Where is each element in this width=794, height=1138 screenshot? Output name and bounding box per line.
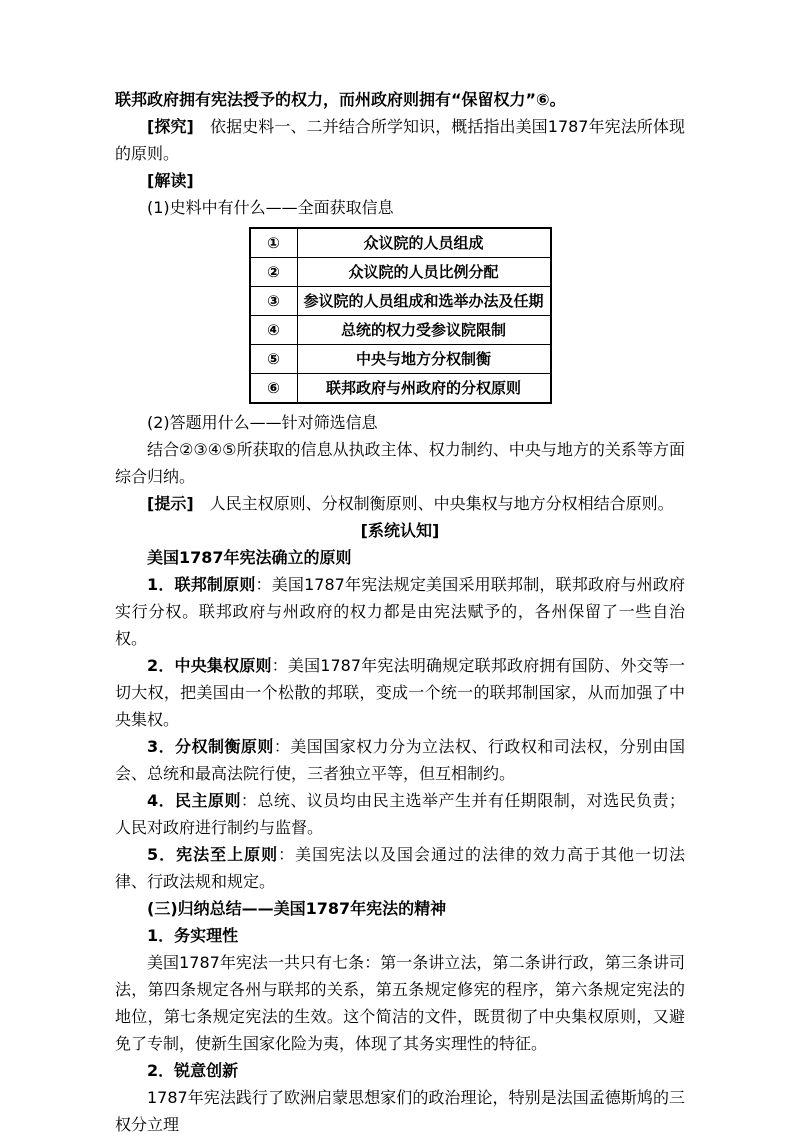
spirit1-heading: 1．务实理性 (147, 926, 239, 945)
row-text: 众议院的人员组成 (297, 228, 551, 258)
principle-label: 1．联邦制原则 (147, 575, 256, 594)
principle-label: 2．中央集权原则 (147, 656, 272, 675)
section2-paragraph: 结合②③④⑤所获取的信息从执政主体、权力制约、中央与地方的关系等方面综合归纳。 (115, 440, 685, 486)
principle-label: 3．分权制衡原则 (147, 737, 274, 756)
principle-paragraph (115, 652, 685, 733)
principle-text: ：美国国家权力分为立法权、行政权和司法权，分别由国会、总统和最高法院行使，三者独立平等，但互相制约。 (115, 737, 685, 783)
row-number: ① (250, 228, 298, 258)
hint-paragraph (115, 490, 685, 517)
section2-heading: (2)答题用什么——针对筛选信息 (147, 413, 378, 432)
materials-table (249, 227, 552, 404)
row-text: 联邦政府与州政府的分权原则 (297, 374, 551, 404)
row-text: 参议院的人员组成和选举办法及任期 (297, 287, 551, 316)
principle-text: ：美国1787年宪法明确规定联邦政府拥有国防、外交等一切大权，把美国由一个松散的邦联，变成一个统一的联邦制国家，从而加强了中央集权。 (115, 656, 685, 729)
table-row (250, 258, 551, 287)
principle-paragraph (115, 733, 685, 787)
principle-text: ：总统、议员均由民主选举产生并有任期限制，对选民负责；人民对政府进行制约与监督。 (115, 791, 685, 837)
table-row (250, 228, 551, 258)
explore-paragraph (115, 113, 685, 167)
table-row (250, 374, 551, 404)
row-text: 众议院的人员比例分配 (297, 258, 551, 287)
row-number: ③ (250, 287, 298, 316)
principle-paragraph (115, 841, 685, 895)
hint-label: [提示] (147, 494, 194, 513)
principle-label: 4．民主原则 (147, 791, 241, 810)
table-row (250, 287, 551, 316)
row-number: ⑥ (250, 374, 298, 404)
explore-text: 依据史料一、二并结合所学知识，概括指出美国1787年宪法所体现的原则。 (115, 117, 685, 163)
hint-text: 人民主权原则、分权制衡原则、中央集权与地方分权相结合原则。 (193, 494, 674, 513)
spirit1-paragraph: 美国1787年宪法一共只有七条：第一条讲立法，第二条讲行政，第三条讲司法，第四条规定各州与联邦的关系，第五条规定修宪的程序，第六条规定宪法的地位，第七条规定宪法的生效。这个简洁的文件，既贯彻了中央集权原则，又避免了专制，使新生国家化险为夷，体现了其务实理性的特征。 (115, 953, 685, 1053)
table-row (250, 316, 551, 345)
row-number: ④ (250, 316, 298, 345)
summary-heading: (三)归纳总结——美国1787年宪法的精神 (147, 899, 447, 918)
system-knowledge-heading: [系统认知] (360, 521, 440, 540)
spirit2-heading: 2．锐意创新 (147, 1061, 239, 1080)
table-row (250, 345, 551, 374)
row-number: ② (250, 258, 298, 287)
principle-paragraph (115, 787, 685, 841)
spirit2-paragraph: 1787年宪法践行了欧洲启蒙思想家们的政治理论，特别是法国孟德斯鸠的三权分立理 (115, 1088, 685, 1134)
principles-title: 美国1787年宪法确立的原则 (147, 548, 352, 567)
section1-heading: (1)史料中有什么——全面获取信息 (147, 198, 394, 217)
row-text: 中央与地方分权制衡 (297, 345, 551, 374)
principle-text: ：美国1787年宪法规定美国采用联邦制，联邦政府与州政府实行分权。联邦政府与州政府的权力都是由宪法赋予的，各州保留了一些自治权。 (115, 575, 685, 648)
principle-text: ：美国宪法以及国会通过的法律的效力高于其他一切法律、行政法规和规定。 (115, 845, 685, 891)
explore-label: [探究] (147, 117, 194, 136)
intro-paragraph: 联邦政府拥有宪法授予的权力，而州政府则拥有“保留权力”⑥。 (115, 90, 566, 109)
principle-label: 5．宪法至上原则 (147, 845, 279, 864)
document-content (115, 86, 685, 1138)
interpret-label: [解读] (147, 171, 194, 190)
row-text: 总统的权力受参议院限制 (297, 316, 551, 345)
row-number: ⑤ (250, 345, 298, 374)
principle-paragraph (115, 571, 685, 652)
